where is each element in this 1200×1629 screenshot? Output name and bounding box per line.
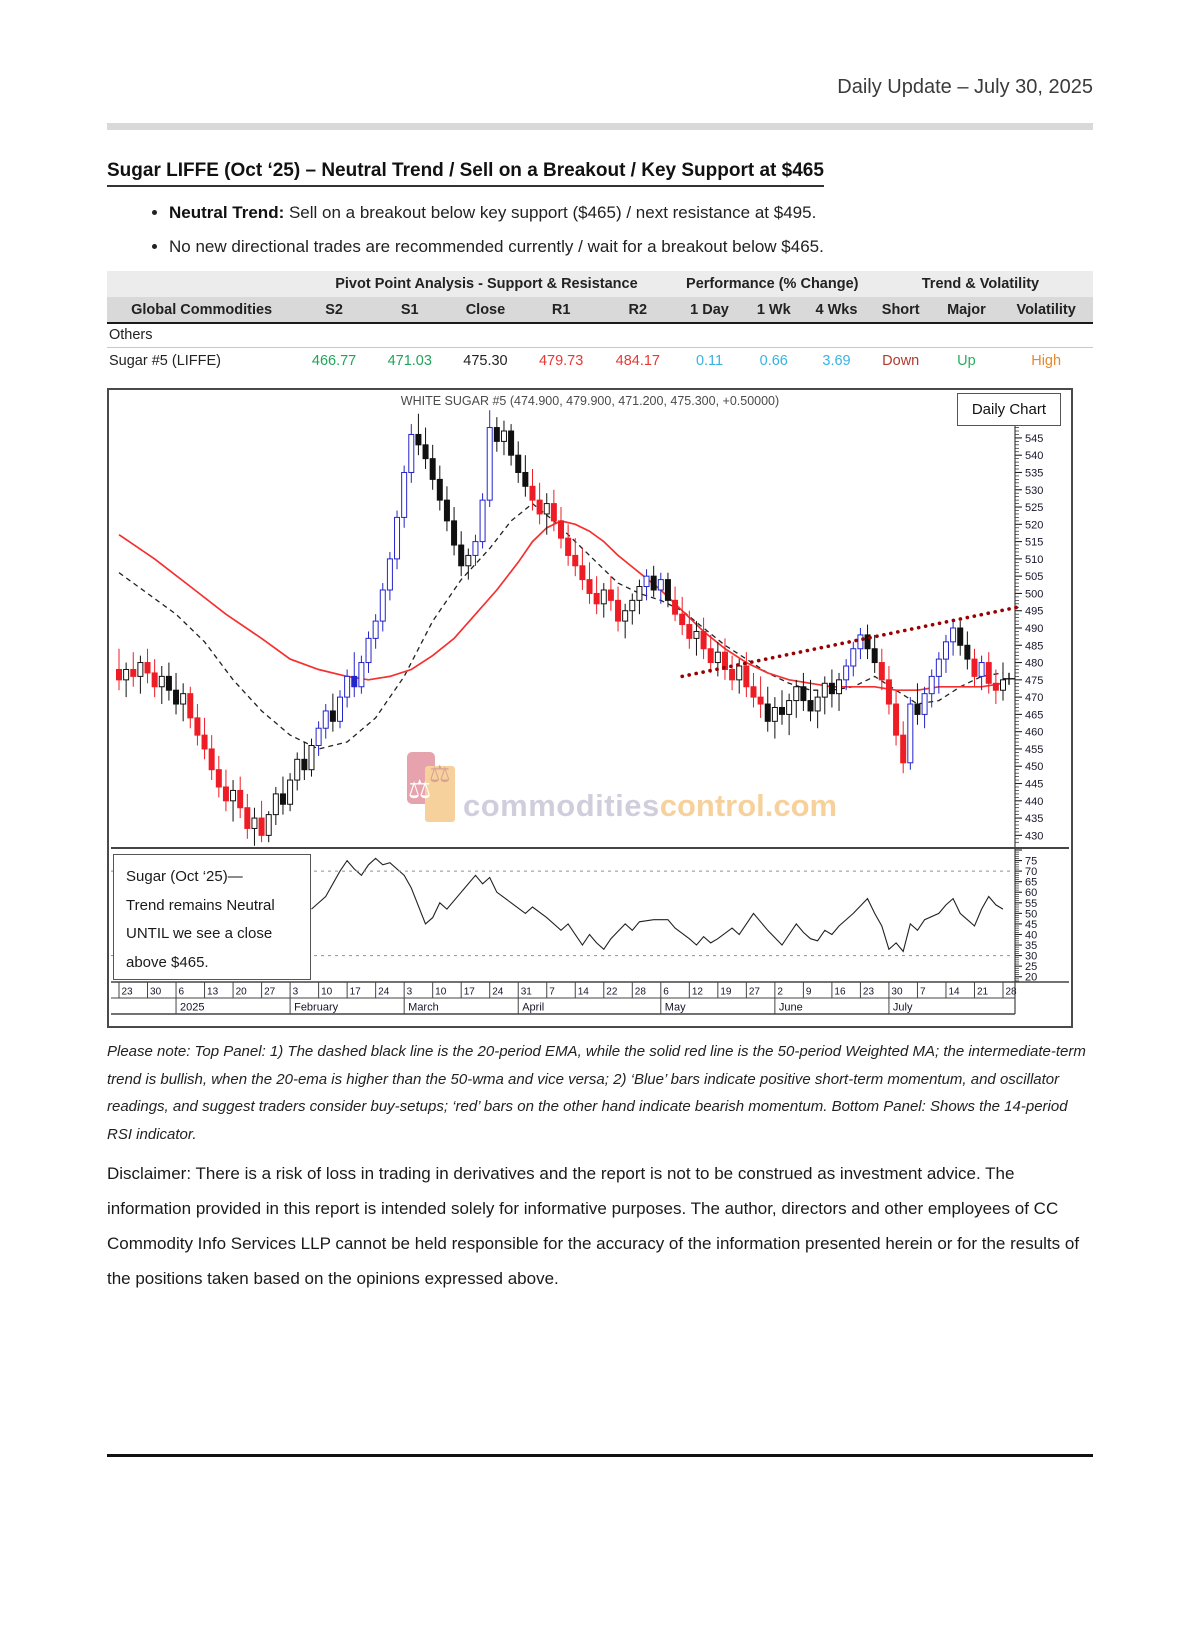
chart-annotation [113, 854, 311, 980]
svg-text:17: 17 [463, 986, 475, 998]
annotation-line: Trend remains Neutral [126, 896, 275, 914]
pivot-table [107, 271, 1093, 375]
bullet-no-trades [169, 237, 1093, 257]
svg-text:510: 510 [1025, 553, 1044, 566]
cell-1wk: 0.66 [759, 353, 788, 370]
watermark-text: commodities [463, 788, 660, 823]
col-volatility: Volatility [999, 297, 1093, 323]
svg-text:27: 27 [264, 986, 276, 998]
svg-text:28: 28 [634, 986, 646, 998]
svg-text:3: 3 [292, 986, 299, 998]
svg-text:480: 480 [1025, 657, 1044, 670]
svg-text:23: 23 [862, 986, 875, 998]
svg-text:535: 535 [1025, 467, 1044, 480]
svg-text:440: 440 [1025, 795, 1044, 808]
svg-text:70: 70 [1025, 866, 1038, 879]
cell-4wks: 3.69 [822, 353, 851, 370]
cell-s1: 471.03 [387, 353, 432, 370]
svg-text:14: 14 [948, 986, 960, 998]
svg-text:19: 19 [720, 986, 732, 998]
svg-text:35: 35 [1025, 940, 1038, 953]
svg-text:20: 20 [235, 986, 247, 998]
cell-short-trend: Down [882, 353, 920, 370]
col-s2: S2 [296, 297, 372, 323]
watermark-text-domain: control.com [659, 788, 838, 823]
svg-text:485: 485 [1025, 640, 1044, 653]
svg-text:455: 455 [1025, 743, 1044, 756]
svg-text:50: 50 [1025, 908, 1038, 921]
table-row [107, 347, 1093, 375]
col-1day: 1 Day [677, 297, 743, 323]
svg-text:February: February [294, 1001, 339, 1014]
group-performance: Performance (% Change) [677, 271, 868, 297]
svg-text:10: 10 [435, 986, 447, 998]
cell-close: 475.30 [463, 353, 508, 370]
svg-text:540: 540 [1025, 450, 1044, 463]
svg-text:75: 75 [1025, 855, 1038, 868]
table-section-row [107, 323, 1093, 347]
svg-text:430: 430 [1025, 830, 1044, 843]
svg-text:March: March [408, 1001, 439, 1014]
svg-text:6: 6 [178, 986, 185, 998]
svg-text:515: 515 [1025, 536, 1044, 549]
col-major: Major [934, 297, 1000, 323]
section-others: Others [107, 323, 1093, 347]
svg-text:12: 12 [691, 986, 703, 998]
svg-text:450: 450 [1025, 761, 1044, 774]
col-r1: R1 [523, 297, 599, 323]
svg-text:495: 495 [1025, 605, 1044, 618]
svg-text:27: 27 [748, 986, 760, 998]
bullet-neutral-trend [169, 203, 1093, 223]
svg-text:23: 23 [121, 986, 133, 998]
bullet-text: Sell on a breakout below key support ($465) / next resistance at $495. [284, 203, 817, 222]
col-close: Close [448, 297, 524, 323]
svg-text:20: 20 [1025, 971, 1038, 984]
svg-text:10: 10 [321, 986, 333, 998]
chart-title: WHITE SUGAR #5 (474.900, 479.900, 471.200, 475.300, +0.50000) [400, 394, 780, 408]
cell-commodity-name: Sugar #5 (LIFFE) [109, 353, 222, 370]
svg-text:475: 475 [1025, 674, 1044, 687]
table-group-header-row [107, 271, 1093, 297]
svg-text:460: 460 [1025, 726, 1044, 739]
col-r2: R2 [599, 297, 677, 323]
annotation-line: UNTIL we see a close [126, 925, 273, 942]
cell-s2: 466.77 [311, 353, 357, 370]
svg-text:30: 30 [891, 986, 903, 998]
svg-text:May: May [664, 1001, 686, 1014]
svg-text:7: 7 [919, 986, 926, 998]
bullet-bold-label: Neutral Trend: [169, 203, 285, 222]
svg-text:490: 490 [1025, 623, 1044, 635]
price-chart [107, 388, 1073, 1028]
page-title: Sugar LIFFE (Oct ‘25) – Neutral Trend / Sell on a Breakout / Key Support at $465 [107, 160, 824, 187]
svg-text:June: June [778, 1001, 803, 1014]
svg-text:40: 40 [1025, 929, 1038, 942]
svg-text:16: 16 [834, 986, 846, 998]
svg-text:465: 465 [1025, 709, 1044, 722]
svg-text:470: 470 [1025, 692, 1044, 705]
svg-text:30: 30 [1025, 950, 1038, 963]
bottom-rule [107, 1454, 1093, 1457]
svg-text:24: 24 [492, 986, 504, 998]
svg-text:July: July [892, 1001, 913, 1014]
svg-text:520: 520 [1025, 519, 1044, 532]
svg-text:17: 17 [349, 986, 361, 998]
svg-text:31: 31 [520, 986, 532, 998]
svg-text:505: 505 [1025, 571, 1044, 584]
svg-text:22: 22 [606, 986, 618, 998]
svg-text:24: 24 [378, 986, 390, 998]
report-date: Daily Update – July 30, 2025 [837, 76, 1093, 98]
svg-text:65: 65 [1025, 876, 1038, 889]
summary-bullets [107, 203, 1093, 257]
disclaimer: Disclaimer: There is a risk of loss in trading in derivatives and the report is not to be construed as investment advice. The information provided in this report is intended solely for informative purposes. The author, directors and other employees of CC Commodity Info Services LLP cannot be held responsible for the accuracy of the information presented herein or for the results of the positions taken based on the opinions expressed above. [107, 1164, 1080, 1289]
col-1wk: 1 Wk [742, 297, 805, 323]
svg-text:2: 2 [777, 986, 783, 998]
col-4wks: 4 Wks [805, 297, 868, 323]
svg-text:6: 6 [663, 986, 669, 998]
cell-major-trend: Up [957, 353, 976, 370]
svg-text:25: 25 [1025, 961, 1038, 974]
svg-text:60: 60 [1025, 887, 1038, 900]
svg-text:9: 9 [805, 986, 812, 998]
svg-text:28: 28 [1005, 986, 1017, 998]
col-s1: S1 [372, 297, 448, 323]
table-column-header-row [107, 297, 1093, 323]
header-divider [107, 123, 1093, 130]
svg-text:7: 7 [549, 986, 555, 998]
annotation-line: above $465. [126, 953, 209, 971]
svg-text:500: 500 [1025, 588, 1044, 601]
cell-volatility: High [1031, 353, 1062, 370]
cell-r1: 479.73 [538, 353, 584, 370]
svg-text:55: 55 [1025, 897, 1038, 910]
svg-text:13: 13 [207, 986, 219, 998]
svg-text:14: 14 [577, 986, 589, 998]
svg-text:2025: 2025 [180, 1001, 205, 1014]
bullet-text: No new directional trades are recommended currently / wait for a breakout below $465. [169, 237, 824, 256]
svg-text:3: 3 [406, 986, 413, 998]
svg-text:530: 530 [1025, 484, 1044, 497]
svg-text:21: 21 [976, 986, 989, 998]
col-short: Short [868, 297, 934, 323]
report-page [107, 76, 1093, 1457]
svg-text:445: 445 [1025, 778, 1044, 791]
annotation-line: Sugar (Oct ‘25)— [126, 868, 243, 885]
svg-text:525: 525 [1025, 502, 1044, 515]
svg-text:April: April [522, 1001, 545, 1014]
svg-text:545: 545 [1025, 432, 1044, 445]
daily-chart-badge: Daily Chart [957, 393, 1061, 426]
svg-text:45: 45 [1025, 918, 1038, 931]
svg-text:30: 30 [150, 986, 162, 998]
group-pivot-analysis: Pivot Point Analysis - Support & Resistance [296, 271, 676, 297]
cell-r2: 484.17 [615, 353, 660, 370]
col-global-commodities: Global Commodities [107, 297, 296, 323]
svg-text:435: 435 [1025, 813, 1044, 826]
cell-1day: 0.11 [695, 353, 724, 370]
group-trend-volatility: Trend & Volatility [868, 271, 1093, 297]
chart-footnote: Please note: Top Panel: 1) The dashed black line is the 20-period EMA, while the solid red line is the 50-period Weighted MA; the intermediate-term trend is bullish, when the 20-ema is higher than the 50-wma and vice versa; 2) ‘Blue’ bars indicate positive short-term momentum, and oscillator readings, and suggest traders consider buy-setups; ‘red’ bars on the other hand indicate bearish momentum. Bottom Panel: Shows the 14-period RSI indicator. [107, 1043, 1086, 1143]
scales-icon: ⚖ ⚖ [407, 752, 459, 824]
spacer-cell [107, 271, 296, 297]
